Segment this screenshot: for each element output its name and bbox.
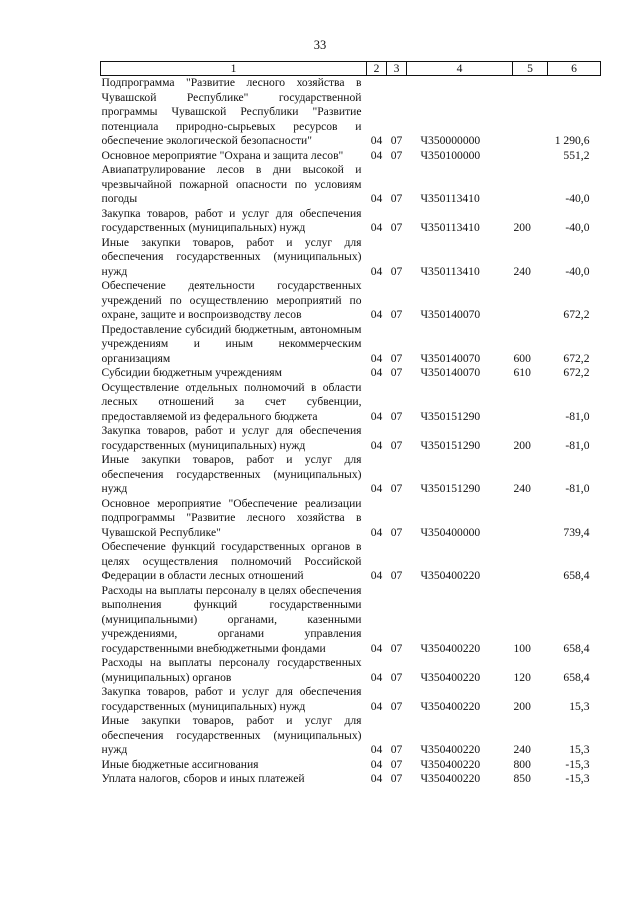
- row-section-code: 04: [370, 438, 383, 452]
- row-amount: -15,3: [565, 772, 590, 785]
- row-amount: -40,0: [565, 221, 590, 234]
- row-name: Расходы на выплаты персоналу в целях обеспечения выполнения функций государственными (муниципальными) органами, казенными учреждениями, органами управления государственными внебюджетными фондами: [101, 583, 362, 655]
- row-section-code: 04: [370, 772, 383, 785]
- table-header: [101, 62, 601, 76]
- row-section-code: 04: [370, 699, 383, 713]
- row-name: Подпрограмма "Развитие лесного хозяйства в Чувашской Республике" государственной программы Чувашской Республики "Развитие потенциала природно-сырьевых ресурсов и обеспечение экологической безопасности": [101, 76, 362, 147]
- row-subsection-code: 07: [390, 134, 403, 147]
- budget-table: [100, 61, 601, 787]
- row-name: Закупка товаров, работ и услуг для обеспечения государственных (муниципальных) нужд: [101, 206, 362, 234]
- row-expense-type: 600: [513, 351, 531, 365]
- row-expense-type: 240: [513, 482, 531, 495]
- row-subsection-code: 07: [390, 699, 403, 713]
- row-target-article: Ч350000000: [420, 134, 481, 147]
- row-target-article: Ч350140070: [420, 308, 481, 321]
- row-name: Иные бюджетные ассигнования: [101, 757, 259, 771]
- row-section-code: 04: [370, 569, 383, 582]
- row-subsection-code: 07: [390, 670, 403, 684]
- row-amount: -81,0: [565, 482, 590, 495]
- row-subsection-code: 07: [390, 221, 403, 234]
- row-name: Основное мероприятие "Обеспечение реализации подпрограммы "Развитие лесного хозяйства в Чувашской Республике": [101, 496, 362, 539]
- row-target-article: Ч350400000: [420, 525, 481, 539]
- header-col-1: 1: [101, 62, 367, 76]
- table-row: [101, 685, 601, 714]
- row-target-article: Ч350113410: [420, 221, 480, 234]
- header-row: [101, 62, 601, 76]
- row-subsection-code: 07: [390, 148, 403, 162]
- row-amount: 658,4: [563, 569, 590, 582]
- row-expense-type: [513, 497, 548, 541]
- row-subsection-code: 07: [390, 264, 403, 278]
- row-subsection-code: 07: [390, 569, 403, 582]
- row-subsection-code: 07: [390, 438, 403, 452]
- table-body: [101, 76, 601, 787]
- row-amount: 672,2: [563, 308, 590, 321]
- row-name: Обеспечение деятельности государственных учреждений по осуществлению мероприятий по охране, защите и воспроизводству лесов: [101, 279, 362, 321]
- row-amount: 658,4: [563, 670, 590, 684]
- row-section-code: 04: [370, 482, 383, 495]
- row-expense-type: 240: [513, 743, 531, 756]
- row-target-article: Ч350400220: [420, 569, 481, 582]
- row-subsection-code: 07: [390, 482, 403, 495]
- header-col-3: 3: [387, 62, 407, 76]
- row-amount: -81,0: [565, 409, 590, 423]
- table-row: [101, 424, 601, 453]
- row-amount: -15,3: [565, 757, 590, 771]
- table-row: [101, 366, 601, 381]
- row-subsection-code: 07: [390, 351, 403, 365]
- row-section-code: 04: [370, 192, 383, 205]
- table-row: [101, 758, 601, 773]
- row-expense-type: 200: [513, 438, 531, 452]
- row-section-code: 04: [370, 641, 383, 655]
- row-section-code: 04: [370, 525, 383, 539]
- row-expense-type: [513, 163, 548, 207]
- table-row: [101, 279, 601, 323]
- row-expense-type: 240: [513, 264, 531, 278]
- row-subsection-code: 07: [390, 772, 403, 785]
- row-name: Иные закупки товаров, работ и услуг для обеспечения государственных (муниципальных) нужд: [101, 235, 362, 278]
- row-subsection-code: 07: [390, 743, 403, 756]
- row-target-article: Ч350113410: [420, 264, 480, 278]
- row-section-code: 04: [370, 743, 383, 756]
- row-subsection-code: 07: [390, 525, 403, 539]
- row-amount: 551,2: [563, 148, 590, 162]
- row-name: Осуществление отдельных полномочий в области лесных отношений за счет субвенции, предоставляемой из федерального бюджета: [101, 380, 362, 423]
- row-subsection-code: 07: [390, 308, 403, 321]
- row-amount: 672,2: [563, 366, 590, 379]
- row-expense-type: 610: [513, 366, 531, 379]
- row-expense-type: [513, 76, 548, 149]
- row-subsection-code: 07: [390, 641, 403, 655]
- row-amount: -81,0: [565, 438, 590, 452]
- row-amount: 739,4: [563, 525, 590, 539]
- row-expense-type: 200: [513, 699, 531, 713]
- table-row: [101, 76, 601, 149]
- row-target-article: Ч350400220: [420, 743, 481, 756]
- table-row: [101, 453, 601, 497]
- row-target-article: Ч350400220: [420, 670, 481, 684]
- row-target-article: Ч350100000: [420, 148, 481, 162]
- header-col-2: 2: [367, 62, 387, 76]
- table-row: [101, 163, 601, 207]
- row-subsection-code: 07: [390, 366, 403, 379]
- row-expense-type: 100: [513, 641, 531, 655]
- row-section-code: 04: [370, 409, 383, 423]
- table-row: [101, 714, 601, 758]
- row-amount: 658,4: [563, 641, 590, 655]
- row-target-article: Ч350151290: [420, 409, 481, 423]
- row-name: Уплата налогов, сборов и иных платежей: [101, 772, 305, 785]
- row-amount: 15,3: [569, 743, 590, 756]
- row-target-article: Ч350151290: [420, 482, 481, 495]
- row-subsection-code: 07: [390, 757, 403, 771]
- row-name: Закупка товаров, работ и услуг для обеспечения государственных (муниципальных) нужд: [101, 424, 362, 452]
- row-section-code: 04: [370, 134, 383, 147]
- row-section-code: 04: [370, 351, 383, 365]
- header-col-6: 6: [548, 62, 601, 76]
- row-target-article: Ч350400220: [420, 641, 481, 655]
- row-section-code: 04: [370, 670, 383, 684]
- row-target-article: Ч350113410: [420, 192, 480, 205]
- row-amount: -40,0: [565, 264, 590, 278]
- table-row: [101, 149, 601, 164]
- row-amount: 15,3: [569, 699, 590, 713]
- table-row: [101, 497, 601, 541]
- row-section-code: 04: [370, 264, 383, 278]
- row-target-article: Ч350140070: [420, 366, 481, 379]
- row-amount: 672,2: [563, 351, 590, 365]
- row-section-code: 04: [370, 757, 383, 771]
- row-name: Расходы на выплаты персоналу государственных (муниципальных) органов: [101, 656, 362, 684]
- row-subsection-code: 07: [390, 192, 403, 205]
- row-name: Иные закупки товаров, работ и услуг для обеспечения государственных (муниципальных) нужд: [101, 453, 362, 495]
- row-name: Авиапатрулирование лесов в дни высокой и чрезвычайной пожарной опасности по условиям погоды: [101, 163, 362, 205]
- table-row: [101, 381, 601, 425]
- row-expense-type: [513, 279, 548, 323]
- table-row: [101, 236, 601, 280]
- row-expense-type: 120: [513, 670, 531, 684]
- row-name: Предоставление субсидий бюджетным, автономным учреждениям и иным некоммерческим организациям: [101, 322, 362, 365]
- row-name: Закупка товаров, работ и услуг для обеспечения государственных (муниципальных) нужд: [101, 685, 362, 713]
- row-name: Основное мероприятие "Охрана и защита лесов": [101, 148, 344, 162]
- row-target-article: Ч350400220: [420, 757, 481, 771]
- header-col-4: 4: [407, 62, 513, 76]
- row-expense-type: [513, 149, 548, 164]
- row-section-code: 04: [370, 308, 383, 321]
- row-expense-type: [513, 381, 548, 425]
- row-subsection-code: 07: [390, 409, 403, 423]
- table-row: [101, 323, 601, 367]
- row-amount: 1 290,6: [554, 134, 590, 147]
- row-name: Иные закупки товаров, работ и услуг для обеспечения государственных (муниципальных) нужд: [101, 714, 362, 756]
- table-row: [101, 772, 601, 787]
- row-target-article: Ч350151290: [420, 438, 481, 452]
- page-number: 33: [313, 38, 327, 52]
- row-amount: -40,0: [565, 192, 590, 205]
- table-row: [101, 656, 601, 685]
- row-expense-type: 200: [513, 221, 531, 234]
- row-target-article: Ч350400220: [420, 699, 481, 713]
- table-row: [101, 584, 601, 657]
- table-row: [101, 207, 601, 236]
- row-section-code: 04: [370, 221, 383, 234]
- row-name: Субсидии бюджетным учреждениям: [101, 366, 282, 379]
- table-row: [101, 540, 601, 584]
- row-section-code: 04: [370, 148, 383, 162]
- row-target-article: Ч350400220: [420, 772, 481, 785]
- header-col-5: 5: [513, 62, 548, 76]
- row-expense-type: 800: [513, 757, 531, 771]
- row-expense-type: [513, 540, 548, 584]
- row-section-code: 04: [370, 366, 383, 379]
- row-expense-type: 850: [513, 772, 531, 785]
- row-target-article: Ч350140070: [420, 351, 481, 365]
- row-name: Обеспечение функций государственных органов в целях осуществления полномочий Российской Федерации в области лесных отношений: [101, 540, 362, 582]
